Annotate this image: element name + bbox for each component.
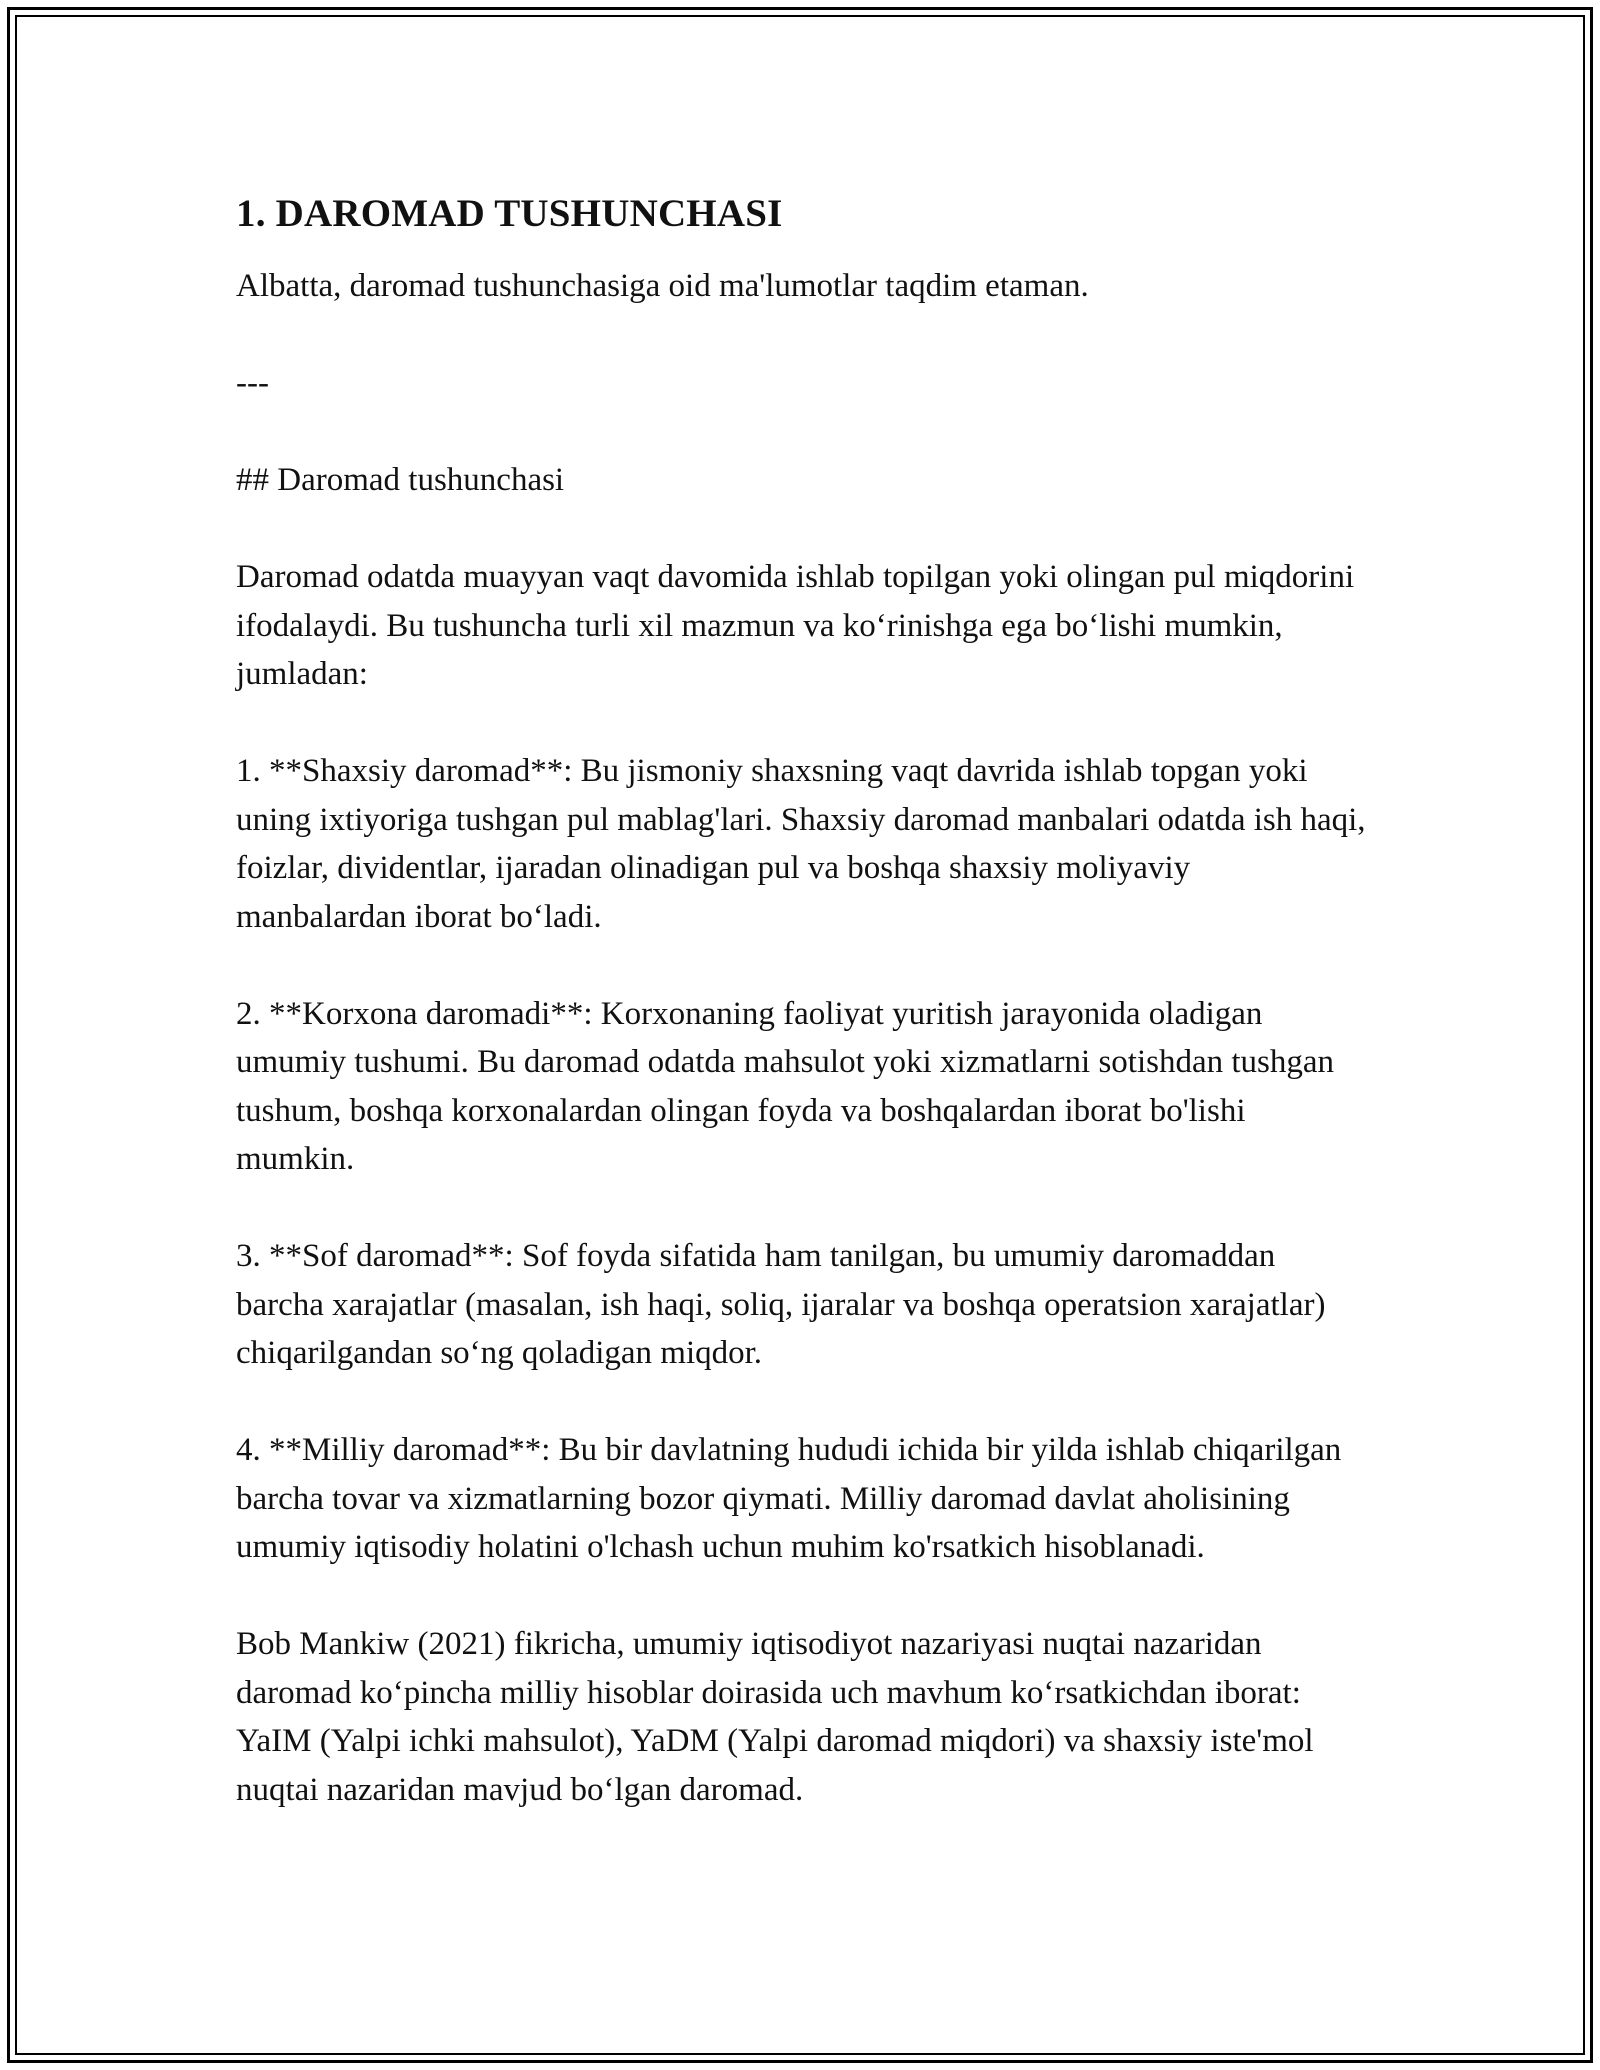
- definition-paragraph: Daromad odatda muayyan vaqt davomida ishlab topilgan yoki olingan pul miqdorini ifodalaydi. Bu tushuncha turli xil mazmun va koʻrinishga ega boʻlishi mumkin, jumladan:: [236, 559, 1355, 692]
- list-item-sof-daromad: 3. **Sof daromad**: Sof foyda sifatida ham tanilgan, bu umumiy daromaddan barcha xarajatlar (masalan, ish haqi, soliq, ijaralar va boshqa operatsion xarajatlar) chiqarilgandan soʻng qoladigan miqdor.: [236, 1238, 1326, 1371]
- document-title: 1. DAROMAD TUSHUNCHASI: [236, 192, 783, 235]
- list-item-shaxsiy-daromad: 1. **Shaxsiy daromad**: Bu jismoniy shaxsning vaqt davrida ishlab topgan yoki uning ixtiyoriga tushgan pul mablag'lari. Shaxsiy daromad manbalari odatda ish haqi, foizlar, dividentlar, ijaradan olinadigan pul va boshqa shaxsiy moliyaviy manbalardan iborat boʻladi.: [236, 753, 1366, 935]
- intro-paragraph: Albatta, daromad tushunchasiga oid ma'lumotlar taqdim etaman.: [236, 268, 1089, 304]
- conclusion-paragraph: Bob Mankiw (2021) fikricha, umumiy iqtisodiyot nazariyasi nuqtai nazaridan daromad koʻpincha milliy hisoblar doirasida uch mavhum koʻrsatkichdan iborat: YaIM (Yalpi ichki mahsulot), YaDM (Yalpi daromad miqdori) va shaxsiy iste'mol nuqtai nazaridan mavjud boʻlgan daromad.: [236, 1626, 1314, 1808]
- list-item-milliy-daromad: 4. **Milliy daromad**: Bu bir davlatning hududi ichida bir yilda ishlab chiqarilgan barcha tovar va xizmatlarning bozor qiymati. Milliy daromad davlat aholisining umumiy iqtisodiy holatini o'lchash uchun muhim ko'rsatkich hisoblanadi.: [236, 1432, 1342, 1565]
- document-body: [236, 186, 1366, 1814]
- list-item-korxona-daromadi: 2. **Korxona daromadi**: Korxonaning faoliyat yuritish jarayonida oladigan umumiy tushumi. Bu daromad odatda mahsulot yoki xizmatlarni sotishdan tushgan tushum, boshqa korxonalardan olingan foyda va boshqalardan iborat bo'lishi mumkin.: [236, 995, 1335, 1177]
- separator-line: ---: [236, 365, 269, 401]
- section-subheading: ## Daromad tushunchasi: [236, 462, 565, 498]
